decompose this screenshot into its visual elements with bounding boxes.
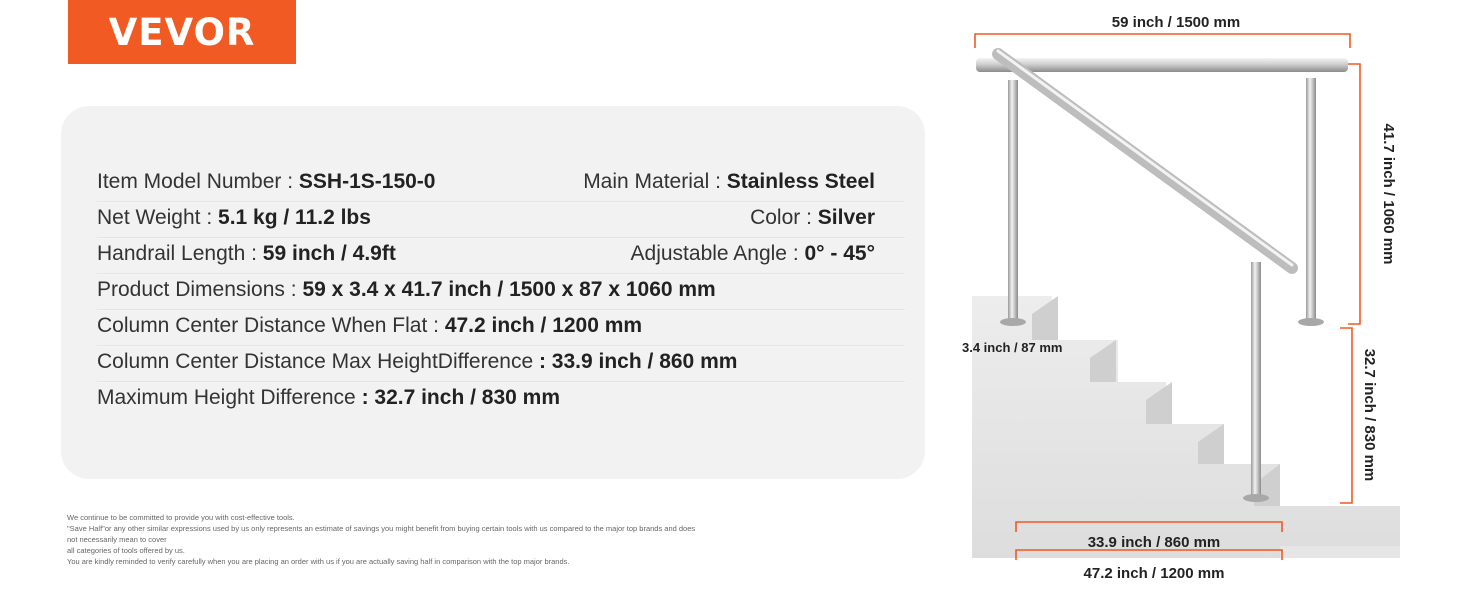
logo-text: VEVOR (108, 10, 256, 54)
spec-value: 47.2 inch / 1200 mm (444, 314, 643, 337)
spec-right (750, 200, 875, 236)
spec-row-dimensions (97, 272, 905, 308)
spec-label: Maximum Height Difference (97, 386, 356, 409)
disclaimer-line: all categories of tools offered by us. (67, 546, 185, 555)
label-right-lower: 32.7 inch / 830 mm (1361, 348, 1378, 482)
left-post-base (1000, 318, 1026, 326)
left-post (1008, 80, 1018, 322)
spec-label: Adjustable Angle : (630, 242, 799, 265)
spec-row-length (97, 236, 905, 272)
spec-value: 59 inch / 4.9ft (262, 242, 396, 265)
spec-label: Item Model Number : (97, 170, 294, 193)
spec-row-max-height-distance (97, 344, 905, 380)
right-post (1306, 78, 1316, 320)
label-bottom-inner: 33.9 inch / 860 mm (1087, 534, 1221, 551)
disclaimer (67, 512, 847, 567)
disclaimer-line: You are kindly reminded to verify carefully when you are placing an order with us if you are actually saving half in comparison with the top major brands. (67, 557, 570, 566)
right-post-base (1298, 318, 1324, 326)
label-bottom-outer: 47.2 inch / 1200 mm (1083, 565, 1225, 582)
spec-value: SSH-1S-150-0 (298, 170, 436, 193)
spec-value: : 33.9 inch / 860 mm (538, 350, 738, 373)
spec-card (61, 106, 925, 479)
dim-right-upper (1348, 64, 1360, 324)
spec-row-model (97, 164, 905, 200)
spec-value: Silver (817, 206, 875, 229)
spec-right (631, 236, 875, 272)
disclaimer-line: "Save Half"or any other similar expressions used by us only represents an estimate of savings you might benefit from buying certain tools with us compared to the major top brands and does (67, 524, 696, 533)
spec-label: Handrail Length : (97, 242, 257, 265)
spec-label: Main Material : (583, 170, 721, 193)
stairs (972, 296, 1400, 558)
middle-post-base (1243, 494, 1269, 502)
dim-top-width (975, 34, 1350, 48)
sloped-rail (998, 54, 1292, 268)
disclaimer-line: We continue to be committed to provide you with cost-effective tools. (67, 513, 295, 522)
spec-value: 0° - 45° (804, 242, 875, 265)
spec-value: Stainless Steel (726, 170, 875, 193)
spec-label: Net Weight : (97, 206, 213, 229)
middle-post (1251, 262, 1261, 498)
top-rail (976, 58, 1348, 72)
spec-row-max-height (97, 380, 905, 416)
spec-value: 5.1 kg / 11.2 lbs (218, 206, 371, 229)
disclaimer-line: not necessarily mean to cover (67, 535, 167, 544)
dim-right-lower (1340, 328, 1352, 503)
stair-base-shadow (1280, 546, 1400, 558)
spec-label: Color : (750, 206, 812, 229)
spec-row-flat-distance (97, 308, 905, 344)
vevor-logo (68, 0, 296, 64)
spec-right (583, 164, 875, 200)
label-right-upper: 41.7 inch / 1060 mm (1380, 123, 1397, 265)
spec-label: Column Center Distance Max HeightDifference (97, 350, 534, 373)
label-base-width: 3.4 inch / 87 mm (962, 340, 1063, 355)
spec-value: 59 x 3.4 x 41.7 inch / 1500 x 87 x 1060 mm (302, 278, 716, 301)
spec-value: : 32.7 inch / 830 mm (361, 386, 560, 409)
spec-row-weight (97, 200, 905, 236)
label-top-width: 59 inch / 1500 mm (1111, 14, 1241, 31)
spec-label: Column Center Distance When Flat : (97, 314, 439, 337)
handrail-diagram (940, 0, 1464, 600)
spec-label: Product Dimensions : (97, 278, 297, 301)
sloped-rail-highlight (998, 51, 1292, 265)
